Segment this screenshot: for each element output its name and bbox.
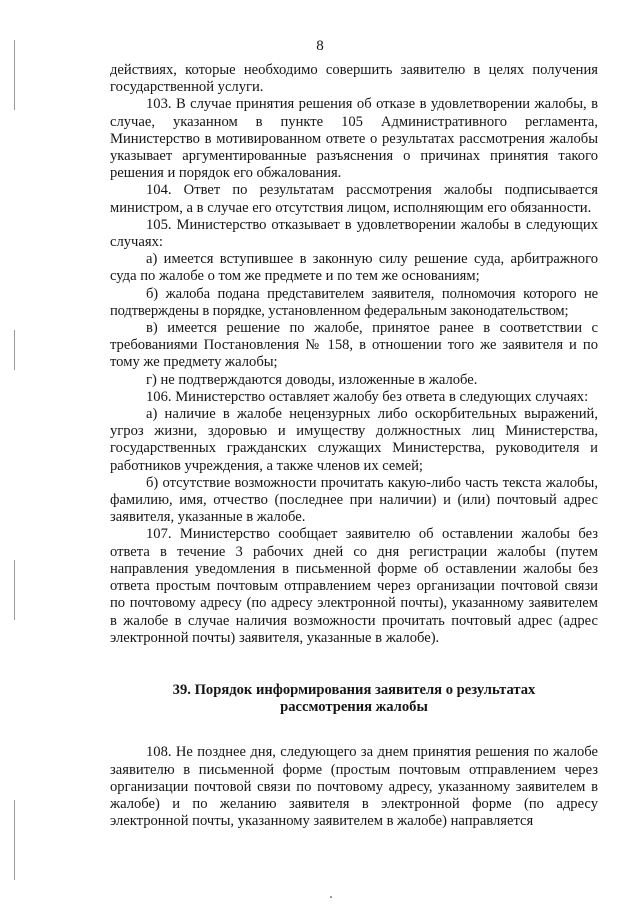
section-heading-39: 39. Порядок информирования заявителя о результатах рассмотрения жалобы [172,681,536,716]
paragraph-103: 103. В случае принятия решения об отказе в удовлетворении жалобы, в случае, указанном в пункте 105 Административного регламента, Министерство в мотивированном ответе о результатах рассмотрения жалобы указывает аргументированные разъяснения о причинах принятия такого решения и порядок его обжалования. [110,96,598,182]
scan-margin-mark [14,800,15,880]
paragraph-106-b: б) отсутствие возможности прочитать какую-либо часть текста жалобы, фамилию, имя, отчество (последнее при наличии) и (или) почтовый адрес заявителя, указанные в жалобе. [110,474,598,526]
scan-margin-mark [14,560,15,620]
paragraph-105: 105. Министерство отказывает в удовлетворении жалобы в следующих случаях: [110,216,598,251]
paragraph-102-continuation: действиях, которые необходимо совершить заявителю в целях получения государственной услуги. [110,62,598,96]
paragraph-108: 108. Не позднее дня, следующего за днем принятия решения по жалобе заявителю в письменной форме (простым почтовым отправлением через организации почтовой связи по почтовому адресу, указанному заявителем в жалобе) и по желанию заявителя в электронной форме (по адресу электронной почты, указанному заявителем в жалобе) направляется [110,744,598,830]
paragraph-105-a: а) имеется вступившее в законную силу решение суда, арбитражного суда по жалобе о том же предмете и по тем же основаниям; [110,251,598,285]
document-body [110,62,598,830]
page-number: 8 [316,38,324,54]
paragraph-105-d: г) не подтверждаются доводы, изложенные в жалобе. [146,371,478,388]
paragraph-105-c: в) имеется решение по жалобе, принятое ранее в соответствии с требованиями Постановления № 158, в отношении того же заявителя и по тому же предмету жалобы; [110,320,598,371]
paragraph-104: 104. Ответ по результатам рассмотрения жалобы подписывается министром, а в случае его отсутствия лицом, исполняющим его обязанности. [110,182,598,216]
scan-dot [330,896,332,898]
paragraph-107: 107. Министерство сообщает заявителю об оставлении жалобы без ответа в течение 3 рабочих дней со дня регистрации жалобы (путем направления уведомления в письменной форме об оставлении жалобы без ответа простым почтовым отправлением через организации почтовой связи по почтовому адресу (по адресу электронной почты), указанному заявителем в жалобе в случае наличия возможности прочитать почтовый адрес (адрес электронной почты) заявителя, указанные в жалобе). [110,526,598,646]
paragraph-105-b: б) жалоба подана представителем заявителя, полномочия которого не подтверждены в порядке, установленном федеральным законодательством; [110,285,598,319]
paragraph-106: 106. Министерство оставляет жалобу без ответа в следующих случаях: [146,388,589,405]
paragraph-106-a: а) наличие в жалобе нецензурных либо оскорбительных выражений, угроз жизни, здоровью и имуществу должностных лиц Министерства, государственных гражданских служащих Министерства, руководителя и работников учреждения, а также членов их семей; [110,406,598,474]
scan-margin-mark [14,330,15,370]
